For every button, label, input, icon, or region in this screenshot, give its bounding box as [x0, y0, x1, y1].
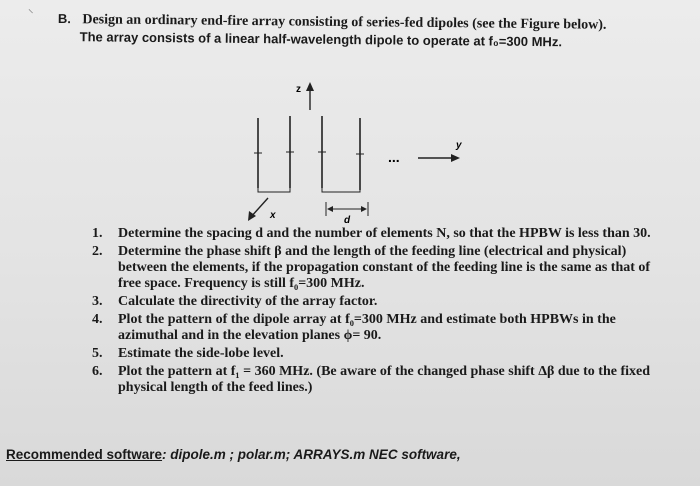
task-number: 2.: [92, 244, 103, 259]
series-feed-line-2: [322, 188, 360, 192]
problem-line-1: Design an ordinary end-fire array consisting of series-fed dipoles (see the Figure below).: [82, 12, 607, 33]
task-text: Determine the phase shift β and the length of the feeding line (electrical and physical) between the elements, if the propagation constant of the feeding line is the same as that of free space. Frequency is still f₀=300 MHz.: [118, 244, 651, 291]
y-axis-label: y: [456, 140, 462, 151]
recommended-software: [6, 447, 461, 462]
task-number: 4.: [92, 312, 103, 327]
problem-line-2: The array consists of a linear half-wavelength dipole to operate at f₀=300 MHz.: [79, 29, 563, 50]
x-axis-label: x: [270, 210, 276, 221]
software-label: Recommended software: [6, 447, 163, 462]
task-text: Determine the spacing d and the number of elements N, so that the HPBW is less than 30.: [118, 226, 651, 241]
software-list: : dipole.m ; polar.m; ARRAYS.m NEC software,: [162, 447, 461, 462]
task-text: Calculate the directivity of the array factor.: [118, 294, 378, 309]
task-item: [92, 312, 652, 344]
task-item: [92, 226, 652, 242]
task-item: [92, 244, 652, 292]
task-number: 3.: [92, 294, 103, 309]
task-list: [92, 226, 652, 398]
task-item: [92, 294, 652, 310]
corner-mark: ⸌: [28, 8, 34, 20]
task-text: Plot the pattern of the dipole array at f₀=300 MHz and estimate both HPBWs in the azimuthal and in the elevation planes ϕ= 90.: [118, 312, 616, 343]
task-text: Estimate the side-lobe level.: [118, 346, 284, 361]
problem-heading: [58, 10, 688, 52]
task-item: [92, 346, 652, 362]
z-axis-label: z: [296, 84, 301, 95]
task-number: 5.: [92, 346, 103, 361]
problem-label: B.: [57, 10, 71, 27]
task-number: 6.: [92, 364, 103, 379]
y-axis-arrowhead: [451, 154, 460, 162]
spacing-arrow-left: [327, 206, 333, 212]
task-text: Plot the pattern at f₁ = 360 MHz. (Be aware of the changed phase shift Δβ due to the fixed physical length of the feed lines.): [118, 364, 651, 395]
dipole-array-figure: [230, 80, 480, 225]
z-axis-arrowhead: [306, 82, 314, 91]
spacing-arrow-right: [361, 206, 367, 212]
task-number: 1.: [92, 226, 103, 241]
array-ellipsis: ...: [388, 149, 400, 165]
series-feed-line: [258, 188, 290, 192]
task-item: [92, 364, 652, 396]
spacing-label: d: [344, 215, 351, 225]
